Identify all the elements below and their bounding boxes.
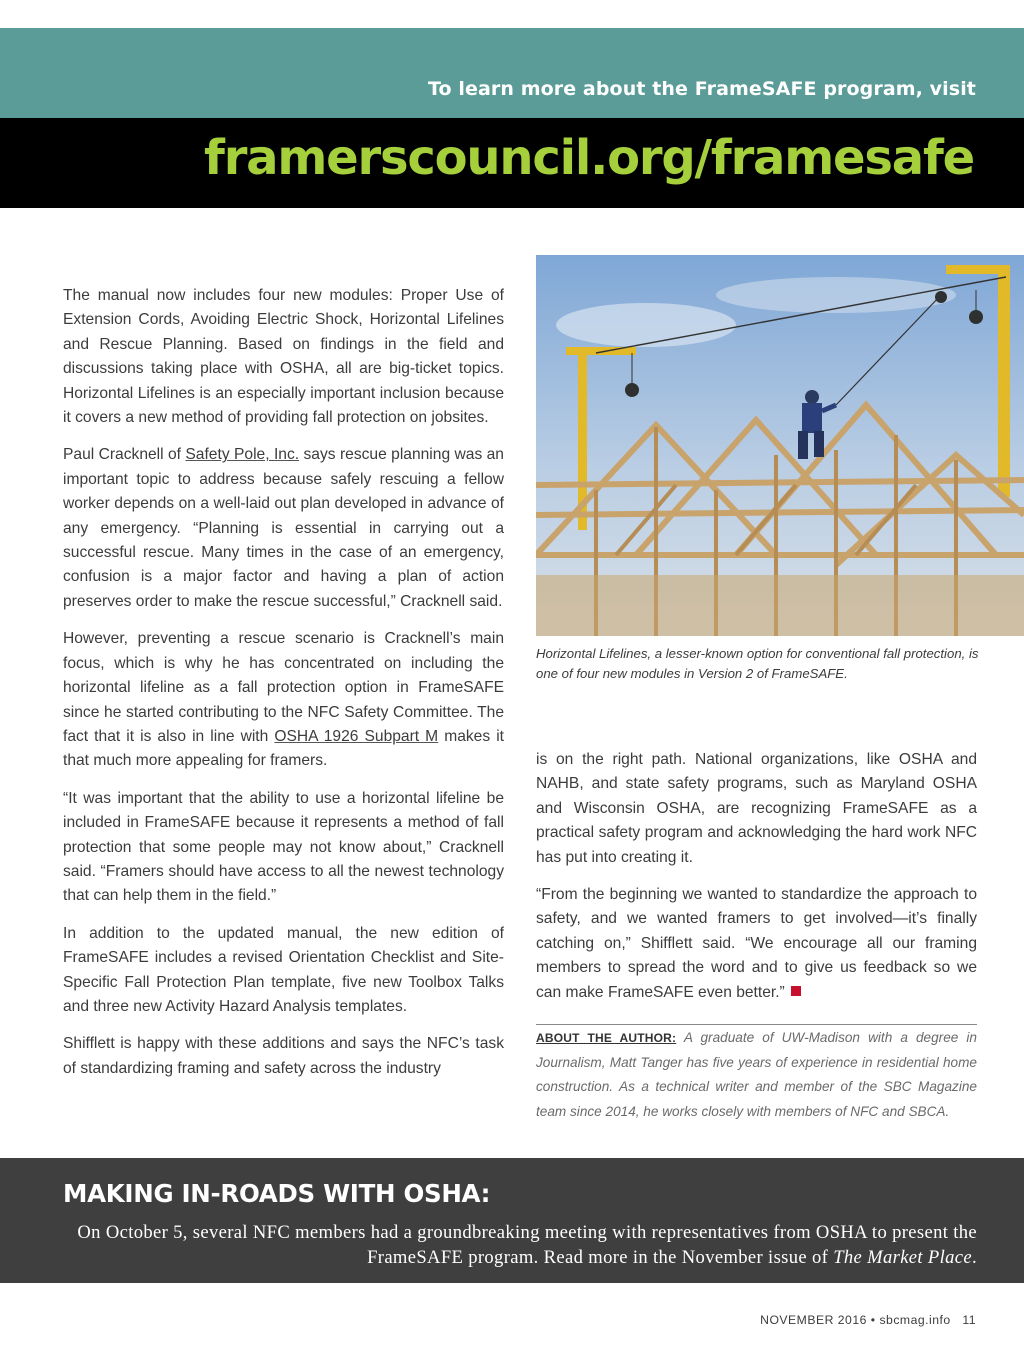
lifeline-photo	[536, 255, 1024, 636]
about-author-label: ABOUT THE AUTHOR:	[536, 1031, 677, 1045]
article-paragraph: is on the right path. National organizations, like OSHA and NAHB, and state safety programs, such as Maryland OSHA and Wisconsin OSHA, are recognizing FrameSAFE as a practical safety program and acknowledging the hard work NFC has put into creating it.	[536, 751, 977, 866]
safety-pole-link[interactable]: Safety Pole, Inc.	[185, 446, 300, 464]
article-paragraph: However, preventing a rescue scenario is Cracknell’s main focus, which is why he has concentrated on including the horizontal lifeline as a fall protection option in FrameSAFE since he started contributing to the NFC Safety Committee. The fact that it is also in line with OSHA 1926 Subpart M makes it that much more appealing for framers.	[63, 630, 505, 770]
about-author	[536, 1026, 977, 1124]
page-footer	[760, 1313, 976, 1327]
url-banner	[0, 118, 1024, 208]
article-paragraph: “From the beginning we wanted to standardize the approach to safety, and we wanted framers to get involved—it’s finally catching on,” Shifflett said. “We encourage all our framing members to spread the word and to give us feedback so we can make FrameSAFE even better.”	[536, 886, 977, 1001]
osha-heading: MAKING IN-ROADS WITH OSHA:	[63, 1179, 491, 1208]
end-mark-icon	[791, 986, 801, 996]
article-left-column	[63, 284, 504, 1094]
osha-text: On October 5, several NFC members had a groundbreaking meeting with representatives from OSHA to present the FrameSAFE program. Read more in the November issue of The Market Place.	[77, 1222, 977, 1268]
footer-separator: •	[870, 1313, 876, 1327]
teal-banner	[0, 28, 1024, 118]
publication-title: The Market Place	[833, 1247, 972, 1268]
article-paragraph: Shifflett is happy with these additions and says the NFC’s task of standardizing framing and safety across the industry	[63, 1035, 504, 1077]
author-divider	[536, 1024, 977, 1025]
article-right-column	[536, 748, 977, 1018]
photo-caption: Horizontal Lifelines, a lesser-known option for conventional fall protection, is one of four new modules in Version 2 of FrameSAFE.	[536, 646, 979, 681]
article-paragraph: In addition to the updated manual, the new edition of FrameSAFE includes a revised Orientation Checklist and Site-Specific Fall Protection Plan template, five new Toolbox Talks and three new Activity Hazard Analysis templates.	[63, 924, 504, 1015]
article-paragraph: The manual now includes four new modules: Proper Use of Extension Cords, Avoiding Electric Shock, Horizontal Lifelines and Rescue Planning. Based on findings in the field and discussions taking place with OSHA, all are big-ticket topics. Horizontal Lifelines is an especially important inclusion because it covers a new method of providing fall protection on jobsites.	[63, 287, 504, 427]
article-paragraph: Paul Cracknell of Safety Pole, Inc. says rescue planning was an important topic to address because safely rescuing a fellow worker depends on a well-laid out plan developed in advance of any emergency. “Planning is essential in carrying out a successful rescue. Many times in the case of an emergency, confusion is a major factor and having a plan of action preserves order to make the rescue successful,” Cracknell said.	[63, 446, 504, 610]
author-bio: A graduate of UW-Madison with a degree in Journalism, Matt Tanger has five years of experience in residential home construction. As a technical writer and member of the SBC Magazine team since 2014, he works closely with members of NFC and SBCA.	[536, 1030, 977, 1119]
page-number: 11	[962, 1313, 976, 1327]
learn-more-text: To learn more about the FrameSAFE program, visit	[427, 78, 976, 100]
osha-subpart-m-link[interactable]: OSHA 1926 Subpart M	[274, 727, 439, 745]
osha-callout	[0, 1158, 1024, 1283]
issue-date: NOVEMBER 2016	[760, 1313, 867, 1327]
framesafe-url-link[interactable]: framerscouncil.org/framesafe	[204, 130, 974, 186]
article-paragraph: “It was important that the ability to use a horizontal lifeline be included in FrameSAFE because it represents a method of fall protection that some people may not know about,” Cracknell said. “Framers should have access to all the newest technology that can help them in the field.”	[63, 789, 504, 905]
site-link[interactable]: sbcmag.info	[879, 1313, 951, 1327]
